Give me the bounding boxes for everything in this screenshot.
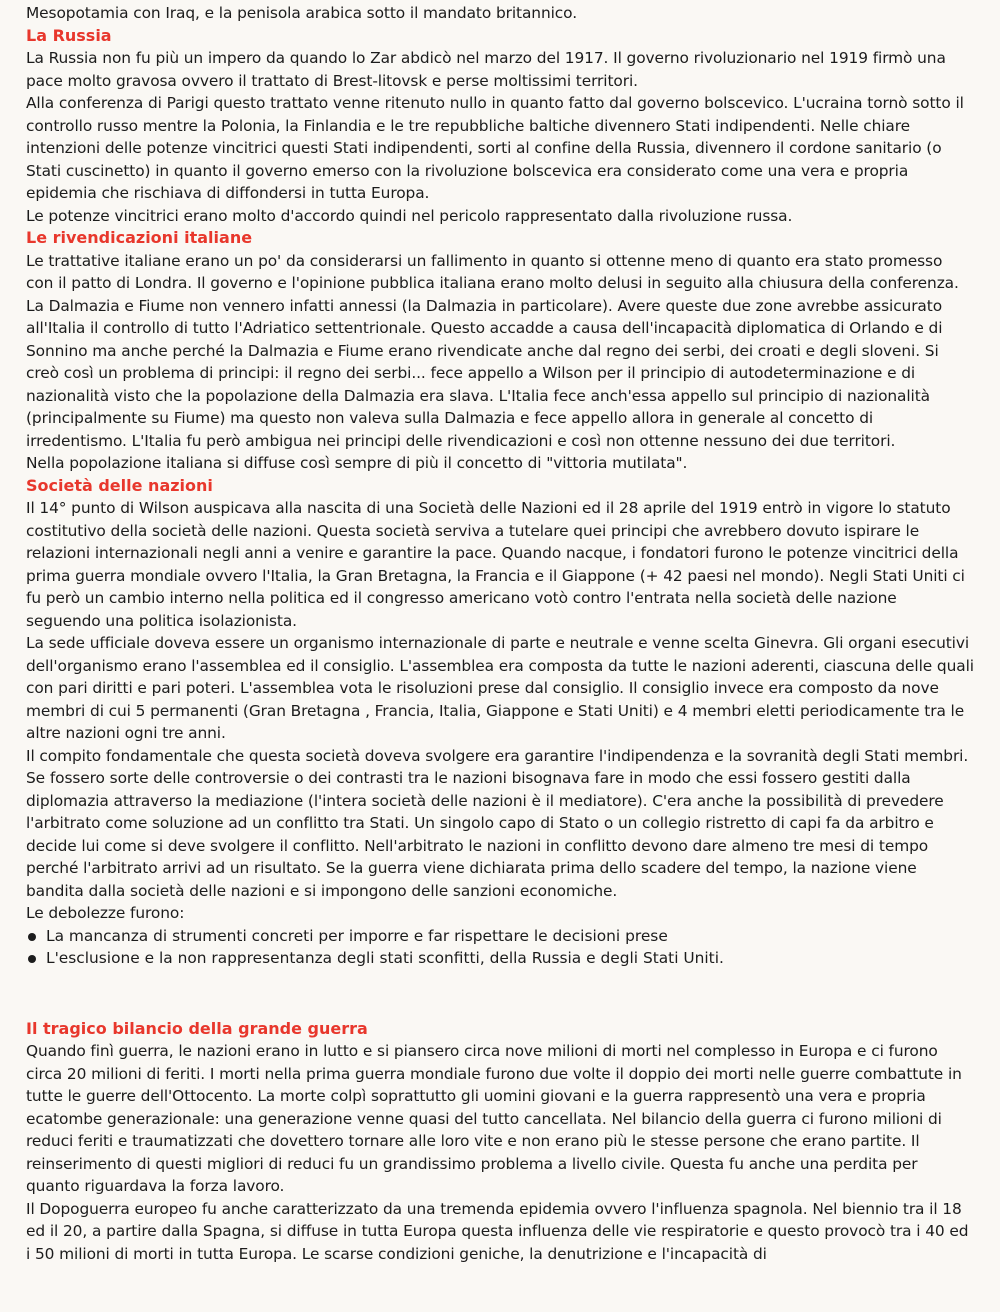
league-paragraph-3: Il compito fondamentale che questa società doveva svolgere era garantire l'indipendenza e la sovranità degli Stati membri. Se fossero sorte delle controversie o dei contrasti tra le nazioni bisognava fare in modo che essi fossero gestiti dalla diplomazia attraverso la mediazione (l'intera società delle nazioni è il mediatore). C'era anche la possibilità di prevedere l'arbitrato come soluzione ad un conflitto tra Stati. Un singolo capo di Stato o un collegio ristretto di capi fa da arbitro e decide lui come si deve svolgere il conflitto. Nell'arbitrato le nazioni in conflitto devono dare almeno tre mesi di tempo perché l'arbitrato arrivi ad un risultato. Se la guerra viene dichiarata prima dello scadere del tempo, la nazione viene bandita dalla società delle nazioni e si impongono delle sanzioni economiche. — [26, 746, 969, 900]
section-italian-claims — [26, 227, 974, 475]
league-paragraph-2: La sede ufficiale doveva essere un organismo internazionale di parte e neutrale e venne scelta Ginevra. Gli organi esecutivi dell'organismo erano l'assemblea ed il consiglio. L'assemblea era composta da tutte le nazioni aderenti, ciascuna delle quali con pari diritti e pari poteri. L'assemblea vota le risoluzioni prese dal consiglio. Il consiglio invece era composto da nove membri di cui 5 permanenti (Gran Bretagna , Francia, Italia, Giappone e Stati Uniti) e 4 membri eletti periodicamente tra le altre nazioni ogni tre anni. — [26, 634, 974, 742]
section-russia — [26, 25, 974, 228]
russia-paragraph-3: Le potenze vincitrici erano molto d'accordo quindi nel pericolo rappresentato dalla rivoluzione russa. — [26, 206, 793, 225]
italian-claims-paragraph-1: Le trattative italiane erano un po' da considerarsi un fallimento in quanto si ottenne meno di quanto era stato promesso con il patto di Londra. Il governo e l'opinione pubblica italiana erano molto delusi in seguito alla chiusura della conferenza. La Dalmazia e Fiume non vennero infatti annessi (la Dalmazia in particolare). Avere queste due zone avrebbe assicurato all'Italia il controllo di tutto l'Adriatico settentrionale. Questo accadde a causa dell'incapacità diplomatica di Orlando e di Sonnino ma anche perché la Dalmazia e Fiume erano rivendicate anche dal regno dei serbi, dei croati e degli sloveni. Si creò così un problema di principi: il regno dei serbi... fece appello a Wilson per il principio di autodeterminazione e di nazionalità visto che la popolazione della Dalmazia era slava. L'Italia fece anch'essa appello sul principio di nazionalità (principalmente su Fiume) ma questo non valeva sulla Dalmazia e fece appello allora in generale al concetto di irredentismo. L'Italia fu però ambigua nei principi delle rivendicazioni e così non ottenne nessuno dei due territori. — [26, 251, 959, 450]
heading-league-of-nations: Società delle nazioni — [26, 475, 213, 495]
russia-paragraph-1: La Russia non fu più un impero da quando lo Zar abdicò nel marzo del 1917. Il governo rivoluzionario nel 1919 firmò una pace molto gravosa ovvero il trattato di Brest-litovsk e perse moltissimi territori. — [26, 49, 946, 90]
list-item — [26, 947, 974, 970]
league-weaknesses-intro: Le debolezze furono: — [26, 904, 185, 922]
heading-russia: La Russia — [26, 25, 112, 45]
weaknesses-list — [26, 925, 974, 970]
section-gap — [26, 970, 974, 1018]
section-war-toll — [26, 1018, 974, 1266]
section-league-of-nations — [26, 475, 974, 970]
intro-line: Mesopotamia con Iraq, e la penisola arabica sotto il mandato britannico. — [26, 4, 577, 22]
italian-claims-paragraph-2: Nella popolazione italiana si diffuse così sempre di più il concetto di "vittoria mutilata". — [26, 454, 688, 472]
league-paragraph-1: Il 14° punto di Wilson auspicava alla nascita di una Società delle Nazioni ed il 28 aprile del 1919 entrò in vigore lo statuto costitutivo della società delle nazioni. Questa società serviva a tutelare quei principi che avrebbero dovuto ispirare le relazioni internazionali negli anni a venire e garantire la pace. Quando nacque, i fondatori furono le potenze vincitrici della prima guerra mondiale ovvero l'Italia, la Gran Bretagna, la Francia e il Giappone (+ 42 paesi nel mondo). Negli Stati Uniti ci fu però un cambio interno nella politica ed il congresso americano votò contro l'entrata nella società delle nazione seguendo una politica isolazionista. — [26, 499, 965, 630]
russia-paragraph-2: Alla conferenza di Parigi questo trattato venne ritenuto nullo in quanto fatto dal governo bolscevico. L'ucraina tornò sotto il controllo russo mentre la Polonia, la Finlandia e le tre repubbliche baltiche divennero Stati indipendenti. Nelle chiare intenzioni delle potenze vincitrici questi Stati indipendenti, sorti al confine della Russia, divennero il cordone sanitario (o Stati cuscinetto) in quanto il governo emerso con la rivoluzione bolscevica era considerato come una vera e propria epidemia che rischiava di diffondersi in tutta Europa. — [26, 94, 964, 202]
weakness-text: L'esclusione e la non rappresentanza degli stati sconfitti, della Russia e degli Stati Uniti. — [46, 949, 724, 967]
heading-war-toll: Il tragico bilancio della grande guerra — [26, 1018, 368, 1038]
weakness-text: La mancanza di strumenti concreti per imporre e far rispettare le decisioni prese — [46, 926, 668, 945]
bullet-icon — [28, 933, 36, 941]
war-toll-paragraph-2: Il Dopoguerra europeo fu anche caratterizzato da una tremenda epidemia ovvero l'influenza spagnola. Nel biennio tra il 18 ed il 20, a partire dalla Spagna, si diffuse in tutta Europa questa influenza delle vie respiratorie e questo provocò tra i 40 ed i 50 milioni di morti in tutta Europa. Le scarse condizioni geniche, la denutrizione e l'incapacità di — [26, 1199, 969, 1263]
bullet-icon — [28, 955, 36, 963]
war-toll-paragraph-1: Quando finì guerra, le nazioni erano in lutto e si piansero circa nove milioni di morti nel complesso in Europa e ci furono circa 20 milioni di feriti. I morti nella prima guerra mondiale furono due volte il doppio dei morti nelle guerre combattute in tutte le guerre dell'Ottocento. La morte colpì soprattutto gli uomini giovani e la guerra rappresentò una vera e propria ecatombe generazionale: una generazione venne quasi del tutto cancellata. Nel bilancio della guerra ci furono milioni di reduci feriti e traumatizzati che dovettero tornare alle loro vite e non erano più le stesse persone che erano partite. Il reinserimento di questi migliori di reduci fu un grandissimo problema a livello civile. Questa fu anche una perdita per quanto riguardava la forza lavoro. — [26, 1042, 962, 1195]
list-item — [26, 925, 974, 948]
heading-italian-claims: Le rivendicazioni italiane — [26, 228, 253, 247]
